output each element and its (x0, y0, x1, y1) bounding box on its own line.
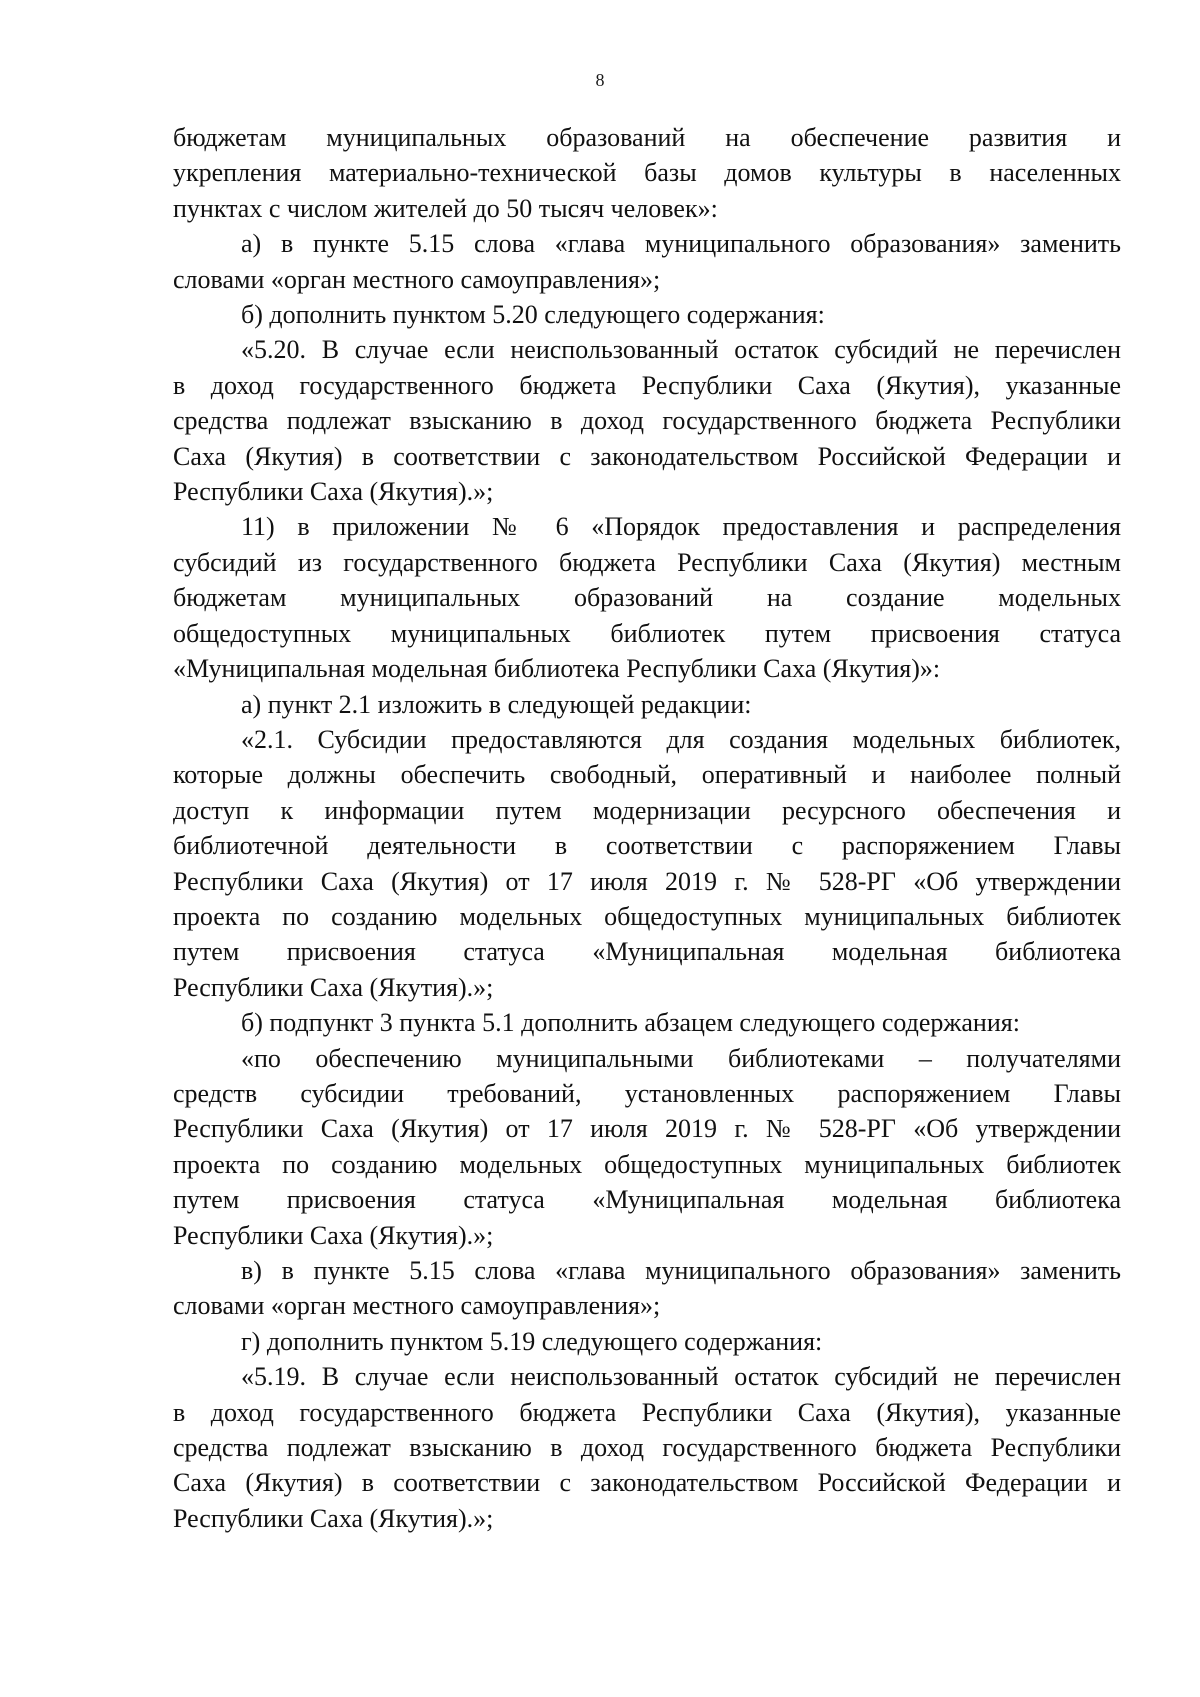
document-body (173, 120, 1121, 1536)
paragraph-clause-2-1 (173, 722, 1121, 1005)
text-line: Саха (Якутия) в соответствии с законодательством Российской Федерации и (173, 1468, 1121, 1498)
page-number: 8 (595, 70, 605, 90)
text-line: Республики Саха (Якутия) от 17 июля 2019 г. № 528-РГ «Об утверждении (173, 866, 1121, 896)
text-line: которые должны обеспечить свободный, оперативный и наиболее полный (173, 760, 1121, 790)
text-line: «2.1. Субсидии предоставляются для создания модельных библиотек, (241, 724, 1121, 754)
text-line: Республики Саха (Якутия).»; (173, 1503, 494, 1533)
text-line: путем присвоения статуса «Муниципальная модельная библиотека (173, 1185, 1121, 1215)
paragraph-continuation (173, 120, 1121, 226)
text-line: путем присвоения статуса «Муниципальная модельная библиотека (173, 937, 1121, 967)
paragraph-item-a (173, 226, 1121, 297)
text-line: словами «орган местного самоуправления»; (173, 264, 661, 294)
text-line: пунктах с числом жителей до 50 тысяч человек»: (173, 193, 718, 223)
text-line: средства подлежат взысканию в доход государственного бюджета Республики (173, 406, 1121, 436)
paragraph-item-g (173, 1324, 1121, 1359)
paragraph-clause-5-20 (173, 332, 1121, 509)
paragraph-item-11 (173, 509, 1121, 686)
text-line: «по обеспечению муниципальными библиотеками – получателями (241, 1043, 1121, 1073)
text-line: бюджетам муниципальных образований на создание модельных (173, 583, 1121, 613)
text-line: в доход государственного бюджета Республики Саха (Якутия), указанные (173, 370, 1121, 400)
text-line: а) в пункте 5.15 слова «глава муниципального образования» заменить (241, 229, 1121, 259)
text-line: 11) в приложении № 6 «Порядок предоставления и распределения (241, 512, 1121, 542)
text-line: проекта по созданию модельных общедоступных муниципальных библиотек (173, 1149, 1121, 1179)
paragraph-item-v (173, 1253, 1121, 1324)
text-line: проекта по созданию модельных общедоступных муниципальных библиотек (173, 901, 1121, 931)
text-line: «5.19. В случае если неиспользованный остаток субсидий не перечислен (241, 1362, 1121, 1392)
text-line: бюджетам муниципальных образований на обеспечение развития и (173, 123, 1121, 152)
text-line: Саха (Якутия) в соответствии с законодательством Российской Федерации и (173, 441, 1121, 471)
text-line: в доход государственного бюджета Республики Саха (Якутия), указанные (173, 1397, 1121, 1427)
paragraph-new-abzats (173, 1041, 1121, 1253)
text-line: б) подпункт 3 пункта 5.1 дополнить абзацем следующего содержания: (241, 1008, 1020, 1038)
paragraph-item-a-2 (173, 687, 1121, 722)
text-line: б) дополнить пунктом 5.20 следующего содержания: (241, 300, 825, 330)
text-line: «Муниципальная модельная библиотека Республики Саха (Якутия)»: (173, 654, 941, 684)
text-line: Республики Саха (Якутия).»; (173, 972, 494, 1002)
text-line: в) в пункте 5.15 слова «глава муниципального образования» заменить (241, 1256, 1121, 1285)
paragraph-item-b-2 (173, 1005, 1121, 1040)
text-line: Республики Саха (Якутия).»; (173, 1220, 494, 1250)
text-line: общедоступных муниципальных библиотек путем присвоения статуса (173, 618, 1121, 648)
text-line: средств субсидии требований, установленных распоряжением Главы (173, 1078, 1121, 1108)
text-line: субсидий из государственного бюджета Республики Саха (Якутия) местным (173, 547, 1121, 577)
paragraph-item-b (173, 297, 1121, 332)
text-line: «5.20. В случае если неиспользованный остаток субсидий не перечислен (241, 335, 1121, 365)
text-line: доступ к информации путем модернизации ресурсного обеспечения и (173, 795, 1121, 825)
text-line: средства подлежат взысканию в доход государственного бюджета Республики (173, 1433, 1121, 1463)
text-line: Республики Саха (Якутия) от 17 июля 2019 г. № 528-РГ «Об утверждении (173, 1114, 1121, 1144)
text-line: укрепления материально-технической базы домов культуры в населенных (173, 158, 1121, 188)
text-line: библиотечной деятельности в соответствии с распоряжением Главы (173, 831, 1121, 861)
text-line: г) дополнить пунктом 5.19 следующего содержания: (241, 1326, 823, 1356)
text-line: Республики Саха (Якутия).»; (173, 477, 494, 507)
paragraph-clause-5-19 (173, 1359, 1121, 1536)
text-line: словами «орган местного самоуправления»; (173, 1291, 661, 1321)
text-line: а) пункт 2.1 изложить в следующей редакции: (241, 689, 752, 719)
